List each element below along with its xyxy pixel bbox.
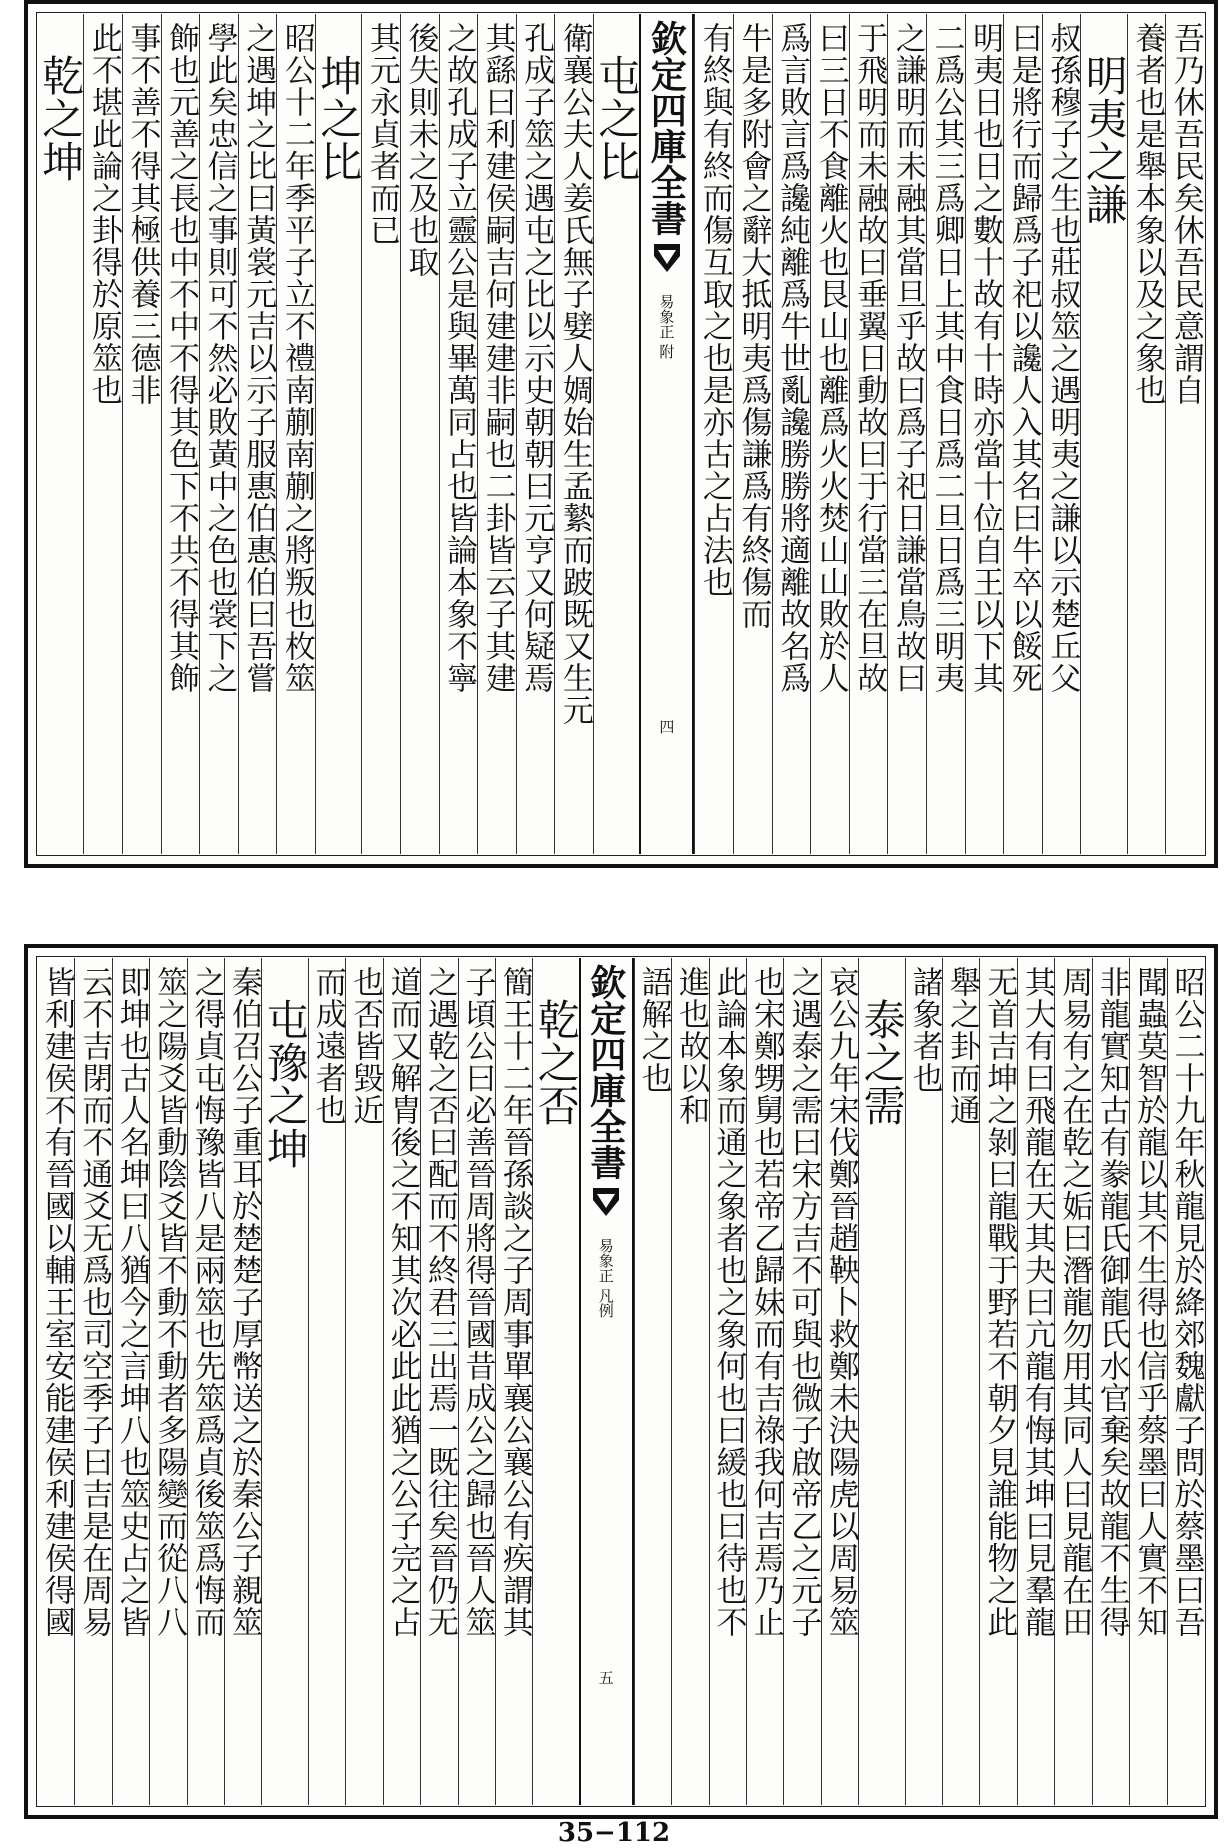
column-text: 之遇乾之否曰配而不終君三出焉一既往矣晉仍无	[422, 966, 459, 1638]
text-column	[1129, 958, 1166, 1805]
heading-text: 坤之比	[314, 54, 364, 183]
heading-text: 明夷之謙	[1079, 54, 1129, 226]
column-text: 曰三日不食離火也艮山也離爲火火焚山山敗於人	[812, 22, 849, 694]
heading-text: 乾之否	[531, 998, 581, 1127]
column-text: 皆利建侯不有晉國以輔王室安能建侯利建侯得國	[38, 966, 75, 1638]
center-gutter	[579, 958, 634, 1805]
section-heading	[1079, 14, 1129, 854]
column-text: 昭公十二年季平子立不禮南蒯南蒯之將叛也枚筮	[278, 22, 315, 694]
column-text: 語解之也	[635, 966, 672, 1094]
column-text: 養者也是舉本象以及之象也	[1129, 22, 1166, 406]
column-text: 叔孫穆子之生也莊叔筮之遇明夷之謙以示楚丘父	[1044, 22, 1081, 694]
text-column	[149, 958, 186, 1805]
column-text: 諸象者也	[906, 966, 943, 1094]
column-text: 周易有之在乾之姤曰潛龍勿用其同人曰見龍在田	[1056, 966, 1093, 1638]
text-column	[733, 14, 772, 854]
section-heading	[857, 958, 907, 1805]
page-number: 35−112	[557, 1818, 671, 1848]
text-column	[516, 14, 555, 854]
column-text: 曰是將行而歸爲子祀以讒人入其名曰牛卒以餒死	[1005, 22, 1042, 694]
heading-text: 屯之比	[592, 54, 642, 183]
text-column	[942, 958, 979, 1805]
column-text: 其大有曰飛龍在天其夬曰亢龍有悔其坤曰見羣龍	[1018, 966, 1055, 1638]
column-text: 之遇泰之需曰宋方吉不可與也微子啟帝乙之元子	[785, 966, 822, 1638]
text-column	[238, 14, 277, 854]
text-column	[1054, 958, 1091, 1805]
column-text: 秦伯召公子重耳於楚楚子厚幣送之於秦公子親筮	[226, 966, 262, 1638]
section-heading	[260, 958, 310, 1805]
text-column	[810, 14, 849, 854]
upper-folio	[24, 0, 1218, 868]
text-column	[161, 14, 200, 854]
column-text: 筮之陽爻皆動陰爻皆不動不動者多陽變而從八八	[151, 966, 188, 1638]
column-text: 衛襄公夫人姜氏無子嬖人婤始生孟縶而跛既又生元	[556, 22, 593, 726]
book-title: 欽定四庫全書	[584, 964, 627, 1180]
text-column	[345, 958, 382, 1805]
column-text: 也否皆毀近	[347, 966, 384, 1126]
section-heading	[592, 14, 642, 854]
text-column	[1017, 958, 1054, 1805]
source-title: 易象正 凡例	[596, 1238, 615, 1318]
text-column	[1127, 14, 1166, 854]
text-column	[420, 958, 457, 1805]
column-text: 无首吉坤之剝曰龍戰于野若不朝夕見誰能物之此	[981, 966, 1018, 1638]
text-column	[694, 14, 733, 854]
column-text: 也宋鄭甥舅也若帝乙歸妹而有吉祿我何吉焉乃止	[747, 966, 784, 1638]
text-column	[383, 958, 420, 1805]
source-title: 易象正 附	[657, 294, 676, 359]
heading-text: 乾之坤	[36, 54, 86, 183]
center-gutter	[639, 14, 694, 854]
column-text: 聞蟲莫智於龍以其不生得也信乎蔡墨曰人實不知	[1131, 966, 1168, 1638]
text-column	[112, 958, 149, 1805]
text-column	[926, 14, 965, 854]
column-text: 之得貞屯悔豫皆八是兩筮也先筮爲貞後筮爲悔而	[188, 966, 225, 1638]
column-text: 云不吉閉而不通爻无爲也司空季子曰吉是在周易	[76, 966, 113, 1638]
column-text: 孔成子筮之遇屯之比以示史朝朝曰元亨又何疑焉	[518, 22, 555, 694]
heading-text: 泰之需	[857, 998, 907, 1127]
fishtail-mark-icon	[652, 242, 682, 276]
text-column	[1167, 958, 1204, 1805]
text-column	[74, 958, 111, 1805]
lower-folio-columns	[38, 958, 1204, 1805]
text-column	[783, 958, 820, 1805]
text-column	[554, 14, 593, 854]
text-column	[821, 958, 858, 1805]
folio-number: 五	[596, 1670, 615, 1685]
column-text: 學此矣忠信之事則可不然必敗黃中之色也裳下之	[201, 22, 238, 694]
lower-folio	[24, 944, 1218, 1819]
column-text: 有終與有終而傷互取之也是亦古之占法也	[696, 22, 733, 598]
text-column	[122, 14, 161, 854]
text-column	[477, 14, 516, 854]
column-text: 二爲公其三爲卿日上其中食日爲二旦日爲三明夷	[928, 22, 965, 694]
text-column	[495, 958, 532, 1805]
text-column	[746, 958, 783, 1805]
text-column	[199, 14, 238, 854]
column-text: 進也故以和	[673, 966, 710, 1126]
text-column	[308, 958, 345, 1805]
text-column	[979, 958, 1016, 1805]
text-column	[905, 958, 942, 1805]
column-text: 舉之卦而通	[943, 966, 980, 1126]
text-column	[887, 14, 926, 854]
column-text: 道而又解胄後之不知其次必此此猶之公子完之占	[384, 966, 421, 1638]
column-text: 吾乃休吾民矣休吾民意謂自	[1167, 22, 1204, 406]
text-column	[849, 14, 888, 854]
text-column	[187, 958, 224, 1805]
column-text: 之遇坤之比曰黃裳元吉以示子服惠伯惠伯曰吾嘗	[240, 22, 277, 694]
text-column	[400, 14, 439, 854]
text-column	[671, 958, 708, 1805]
column-text: 昭公二十九年秋龍見於絳郊魏獻子問於蔡墨曰吾	[1168, 966, 1205, 1638]
section-heading	[36, 14, 86, 854]
heading-text: 屯豫之坤	[260, 998, 310, 1170]
text-column	[772, 14, 811, 854]
column-text: 于飛明而未融故曰垂翼日動故曰于行當三在旦故	[851, 22, 888, 694]
column-text: 之謙明而未融其當旦乎故曰爲子祀日謙當鳥故曰	[889, 22, 926, 694]
fishtail-mark-icon	[591, 1186, 621, 1220]
column-text: 此不堪此論之卦得於原筮也	[85, 22, 122, 406]
column-text: 事不善不得其極供養三德非	[124, 22, 161, 406]
text-column	[83, 14, 122, 854]
column-text: 子頃公曰必善晉周將得晉國昔成公之歸也晉人筮	[459, 966, 496, 1638]
column-text: 爲言敗言爲讒純離爲牛世亂讒勝勝將適離故名爲	[774, 22, 811, 694]
column-text: 簡王十二年晉孫談之子周事單襄公襄公有疾謂其	[496, 966, 533, 1638]
text-column	[709, 958, 746, 1805]
section-heading	[531, 958, 581, 1805]
text-column	[965, 14, 1004, 854]
text-column	[1042, 14, 1081, 854]
upper-folio-columns	[38, 14, 1204, 854]
column-text: 牛是多附會之辭大抵明夷爲傷謙爲有終傷而	[735, 22, 772, 630]
column-text: 非龍實知古有豢龍氏御龍氏水官棄矣故龍不生得	[1093, 966, 1130, 1638]
column-text: 此論本象而通之象者也之象何也曰緩也曰待也不	[710, 966, 747, 1638]
book-title: 欽定四庫全書	[645, 20, 688, 236]
column-text: 即坤也古人名坤曰八猶今之言坤八也筮史占之皆	[113, 966, 150, 1638]
column-text: 後失則未之及也取	[402, 22, 439, 278]
folio-number: 四	[657, 719, 676, 734]
column-text: 之故孔成子立靈公是與畢萬同占也皆論本象不寧	[441, 22, 478, 694]
text-column	[1003, 14, 1042, 854]
text-column	[439, 14, 478, 854]
column-text: 飾也元善之長也中不中不得其色下不共不得其飾	[163, 22, 200, 694]
text-column	[224, 958, 261, 1805]
section-heading	[314, 14, 364, 854]
text-column	[634, 958, 671, 1805]
column-text: 而成遠者也	[309, 966, 346, 1126]
text-column	[1092, 958, 1129, 1805]
column-text: 哀公九年宋伐鄭晉趙鞅卜救鄭未決陽虎以周易筮	[822, 966, 859, 1638]
column-text: 明夷日也日之數十故有十時亦當十位自王以下其	[967, 22, 1004, 694]
text-column	[1165, 14, 1204, 854]
text-column	[458, 958, 495, 1805]
text-column	[38, 958, 74, 1805]
column-text: 其繇曰利建侯嗣吉何建建非嗣也二卦皆云子其建	[479, 22, 516, 694]
column-text: 其元永貞者而已	[363, 22, 400, 246]
text-column	[361, 14, 400, 854]
text-column	[276, 14, 315, 854]
